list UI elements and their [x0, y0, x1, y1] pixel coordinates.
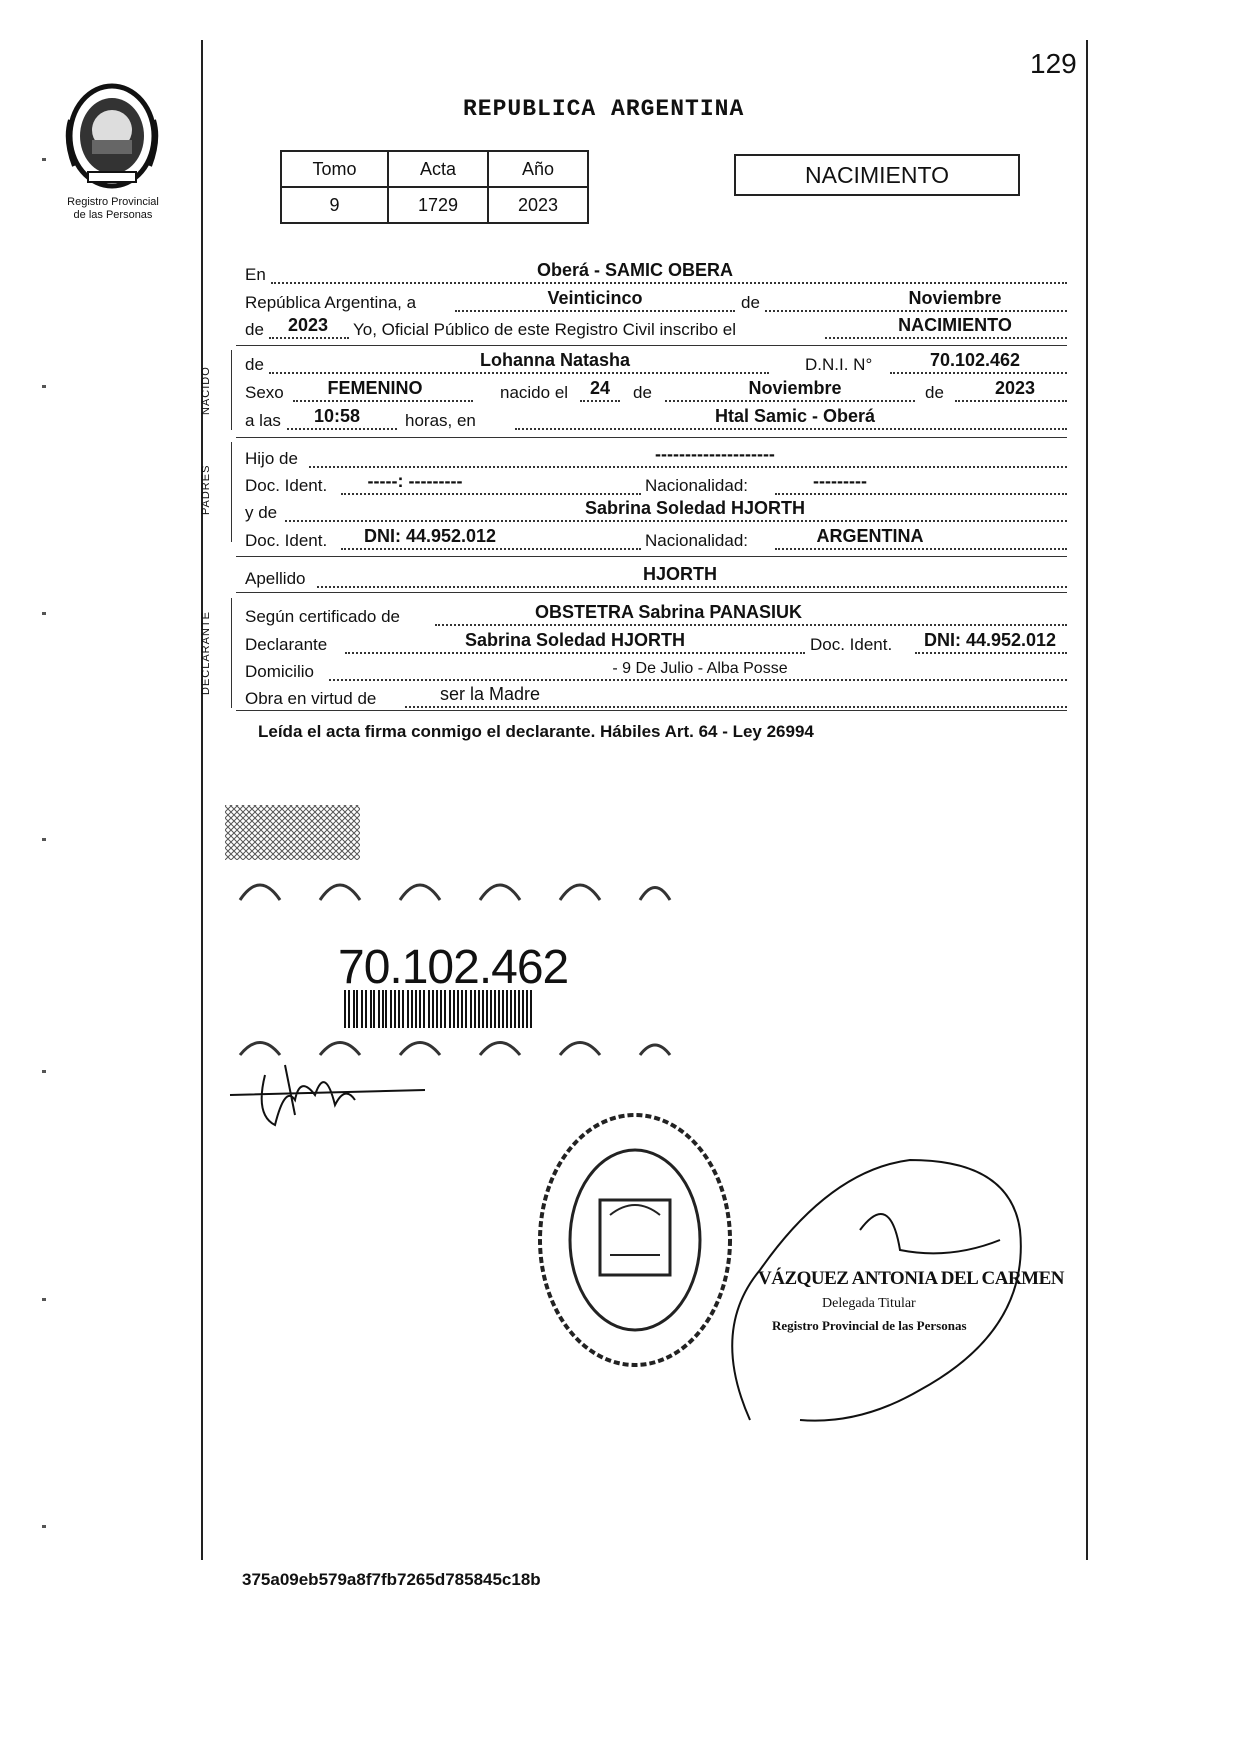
father-nationality: --------- [813, 471, 867, 491]
address-value: - 9 De Julio - Alba Posse [612, 660, 788, 677]
declarant-doc: DNI: 44.952.012 [923, 630, 1057, 650]
declarant-name: Sabrina Soledad HJORTH [464, 630, 686, 650]
page-number: 129 [1030, 48, 1077, 79]
acta-header: Acta [388, 151, 488, 187]
officer-org: Registro Provincial de las Personas [772, 1318, 967, 1333]
registry-round-seal [530, 1105, 740, 1375]
child-name: Lohanna Natasha [479, 350, 631, 370]
father-doc: -----: --------- [367, 471, 463, 491]
date-row: República Argentina, a Veinticinco de Noviembre [245, 286, 1067, 314]
birth-place: Htal Samic - Oberá [714, 406, 876, 426]
birth-year: 2023 [994, 378, 1036, 398]
tomo-value: 9 [281, 187, 388, 223]
security-stamp [225, 800, 685, 1060]
province-seal-logo [62, 80, 162, 192]
logo-caption: Registro Provincial de las Personas [67, 196, 159, 221]
surname-value: HJORTH [642, 564, 717, 584]
year-value: 2023 [287, 315, 329, 335]
anio-value: 2023 [488, 187, 588, 223]
closing-statement: Leída el acta firma conmigo el declarante. Hábiles Art. 64 - Ley 26994 [258, 722, 814, 741]
address-row: Domicilio - 9 De Julio - Alba Posse [245, 655, 1067, 683]
reason-value: ser la Madre [439, 684, 541, 704]
act-type-box: NACIMIENTO [734, 154, 1020, 196]
mother-doc-row: Doc. Ident. DNI: 44.952.012 Nacionalidad: ARGENTINA [245, 524, 1067, 552]
barcode-number: 70.102.462 [338, 941, 569, 994]
place-row [245, 258, 1067, 286]
left-margin-line [201, 40, 203, 1560]
certificate-value: OBSTETRA Sabrina PANASIUK [535, 602, 803, 622]
child-dni: 70.102.462 [929, 350, 1021, 370]
sex-row: Sexo FEMENINO nacido el 24 de Noviembre de 2023 [245, 376, 1067, 404]
certificate-row: Según certificado de OBSTETRA Sabrina PANASIUK [245, 600, 1067, 628]
hole-mark [42, 612, 46, 615]
hole-mark [42, 158, 46, 161]
padres-label: PADRES [200, 464, 212, 516]
act-value: NACIMIENTO [898, 315, 1012, 335]
reason-row: Obra en virtud de ser la Madre [245, 682, 1067, 710]
month-value: Noviembre [908, 288, 1002, 308]
declarante-label: DECLARANTE [200, 611, 212, 695]
right-margin-line [1086, 40, 1088, 1560]
birth-month: Noviembre [748, 378, 842, 398]
mother-name: Sabrina Soledad HJORTH [584, 498, 806, 518]
hole-mark [42, 1070, 46, 1073]
tomo-header: Tomo [281, 151, 388, 187]
father-row: Hijo de -------------------- [245, 442, 1067, 470]
mother-nationality: ARGENTINA [816, 526, 924, 546]
birth-day: 24 [589, 378, 611, 398]
declarant-signature [225, 1045, 445, 1135]
officer-role: Delegada Titular [822, 1296, 916, 1311]
hole-mark [42, 385, 46, 388]
surname-row: Apellido HJORTH [245, 562, 1067, 590]
nacido-label: NACIDO [200, 366, 212, 416]
mother-doc: DNI: 44.952.012 [363, 526, 497, 546]
declarant-row: Declarante Sabrina Soledad HJORTH Doc. Ident. DNI: 44.952.012 [245, 628, 1067, 656]
father-name: -------------------- [655, 444, 775, 464]
birth-time: 10:58 [313, 406, 361, 426]
officer-row: de 2023 Yo, Oficial Público de este Registro Civil inscribo el NACIMIENTO [245, 313, 1067, 341]
acta-value: 1729 [388, 187, 488, 223]
hole-mark [42, 1298, 46, 1301]
father-doc-row: Doc. Ident. -----: --------- Nacionalidad: --------- [245, 469, 1067, 497]
mother-row: y de Sabrina Soledad HJORTH [245, 496, 1067, 524]
document-title: REPUBLICA ARGENTINA [463, 96, 745, 122]
day-words: Veinticinco [547, 288, 643, 308]
document-hash: 375a09eb579a8f7fb7265d785845c18b [242, 1570, 541, 1589]
time-row: a las 10:58 horas, en Htal Samic - Oberá [245, 404, 1067, 432]
sex-value: FEMENINO [327, 378, 423, 398]
en-label: En [245, 265, 266, 284]
name-row: de Lohanna Natasha D.N.I. N° 70.102.462 [245, 348, 1067, 376]
place-value: Oberá - SAMIC OBERA [536, 260, 734, 280]
anio-header: Año [488, 151, 588, 187]
barcode [345, 990, 531, 1028]
registry-table [280, 150, 589, 224]
hole-mark [42, 1525, 46, 1528]
hole-mark [42, 838, 46, 841]
officer-name: VÁZQUEZ ANTONIA DEL CARMEN [758, 1268, 1065, 1289]
